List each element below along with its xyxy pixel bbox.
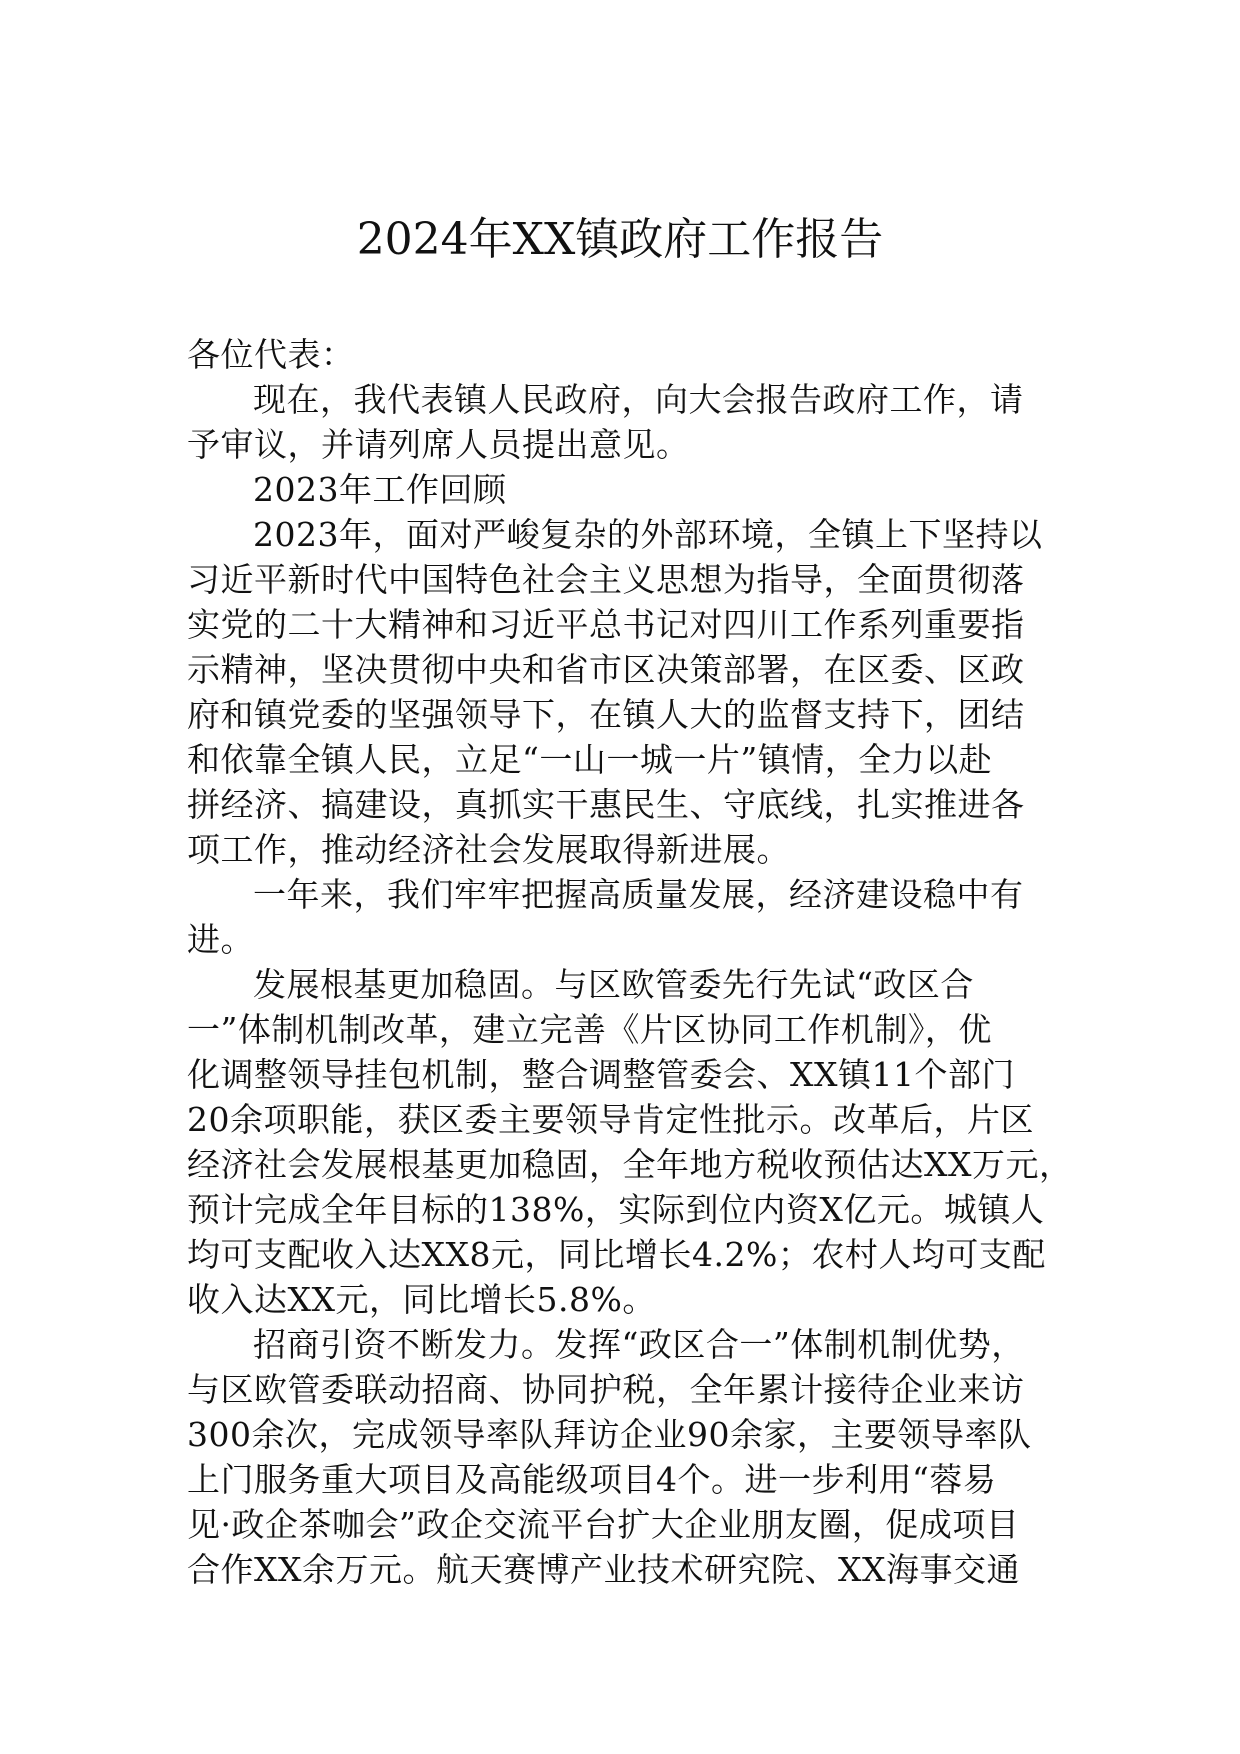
- paragraph-line: 均可支配收入达XX8元，同比增长4.2%；农村人均可支配: [187, 1235, 1046, 1274]
- paragraph-line: 2023年，面对严峻复杂的外部环境，全镇上下坚持以: [253, 515, 1043, 554]
- paragraph-line: 示精神，坚决贯彻中央和省市区决策部署，在区委、区政: [187, 650, 1025, 689]
- paragraph-line: 预计完成全年目标的138%，实际到位内资X亿元。城镇人: [187, 1190, 1045, 1229]
- paragraph-line: 上门服务重大项目及高能级项目4个。进一步利用“蓉易: [187, 1460, 997, 1499]
- paragraph-line: 项工作，推动经济社会发展取得新进展。: [187, 830, 790, 869]
- paragraph-line: 20余项职能，获区委主要领导肯定性批示。改革后，片区: [187, 1100, 1034, 1139]
- salutation: 各位代表：: [187, 335, 355, 374]
- paragraph-line: 实党的二十大精神和习近平总书记对四川工作系列重要指: [187, 605, 1025, 644]
- paragraph-line: 一年来，我们牢牢把握高质量发展，经济建设稳中有: [253, 875, 1024, 914]
- paragraph-line: 与区欧管委联动招商、协同护税，全年累计接待企业来访: [187, 1370, 1025, 1409]
- paragraph-line: 进。: [187, 920, 254, 959]
- paragraph-line: 府和镇党委的坚强领导下，在镇人大的监督支持下，团结: [187, 695, 1025, 734]
- paragraph-line: 发展根基更加稳固。与区欧管委先行先试“政区合: [253, 965, 974, 1004]
- document-title: 2024年XX镇政府工作报告: [356, 214, 884, 265]
- paragraph-line: 经济社会发展根基更加稳固，全年地方税收预估达XX万元，: [187, 1145, 1073, 1184]
- paragraph-line: 拼经济、搞建设，真抓实干惠民生、守底线，扎实推进各: [187, 785, 1025, 824]
- paragraph-line: 300余次，完成领导率队拜访企业90余家，主要领导率队: [187, 1415, 1032, 1454]
- paragraph-line: 收入达XX元，同比增长5.8%。: [187, 1280, 656, 1319]
- section-heading: 2023年工作回顾: [253, 470, 507, 509]
- paragraph-line: 和依靠全镇人民，立足“一山一城一片”镇情，全力以赴: [187, 740, 993, 779]
- paragraph-line: 一”体制机制改革，建立完善《片区协同工作机制》，优: [187, 1010, 992, 1049]
- paragraph-line: 予审议，并请列席人员提出意见。: [187, 425, 690, 464]
- paragraph-line: 合作XX余万元。航天赛博产业技术研究院、XX海事交通: [187, 1550, 1020, 1589]
- paragraph-line: 见·政企茶咖会”政企交流平台扩大企业朋友圈，促成项目: [187, 1505, 1020, 1544]
- paragraph-line: 招商引资不断发力。发挥“政区合一”体制机制优势，: [253, 1325, 1025, 1364]
- paragraph-line: 习近平新时代中国特色社会主义思想为指导，全面贯彻落: [187, 560, 1025, 599]
- document-body: [187, 332, 1073, 1592]
- paragraph-line: 化调整领导挂包机制，整合调整管委会、XX镇11个部门: [187, 1055, 1015, 1094]
- paragraph-line: 现在，我代表镇人民政府，向大会报告政府工作，请: [253, 380, 1024, 419]
